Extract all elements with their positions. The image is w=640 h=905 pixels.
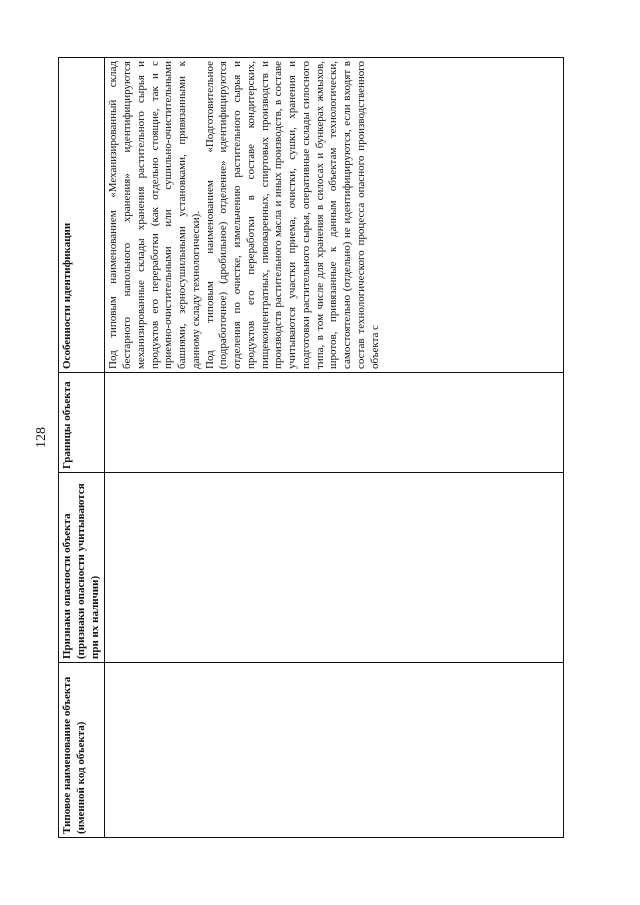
table-row <box>105 58 564 838</box>
header-object-name: Типовое наименование объекта (именной код объекта) <box>59 663 105 838</box>
cell-object-name <box>105 663 564 838</box>
page-number: 128 <box>34 427 49 448</box>
paragraph-warehouse: Под типовым наименованием «Механизированный склад бестарного напольного хранения» идентифицируются механизированные склады хранения растительного сырья и продуктов его переработки (как отдельно стоящие, так и с приемно-очистительными или сушильно-очистительными башнями, зерносушильными установками, привязанными к данному складу технологически). <box>107 61 202 369</box>
paragraph-preparatory-department: Под типовым наименованием «Подготовительное (подработочное) (дробильное) отделение» идентифицируются отделения по очистке, измельчению растительного сырья и продуктов его переработки в составе кондитерских, пищеконцентратных, пивоваренных, спиртовых производств и производств растительного масла и иных производств, в составе учитываются участки приема, очистки, сушки, хранения и подготовки растительного сырья, оперативные склады силосного типа, в том числе для хранения в силосах и бункерах жмыхов, шротов, привязанные к данным объектам технологически, самостоятельно (отдельно) не идентифицируются, если входят в состав технологического процесса опасного производственного объекта с <box>203 61 381 369</box>
header-object-boundaries: Границы объекта <box>59 373 105 473</box>
identification-table <box>58 57 564 838</box>
cell-hazard-features <box>105 473 564 663</box>
cell-identification-features <box>105 58 564 373</box>
header-identification-features: Особенности идентификации <box>59 58 105 373</box>
header-hazard-features: Признаки опасности объекта (признаки опасности учитываются при их наличии) <box>59 473 105 663</box>
cell-object-boundaries <box>105 373 564 473</box>
rotated-table-container <box>58 58 564 838</box>
table-header-row <box>59 58 105 838</box>
